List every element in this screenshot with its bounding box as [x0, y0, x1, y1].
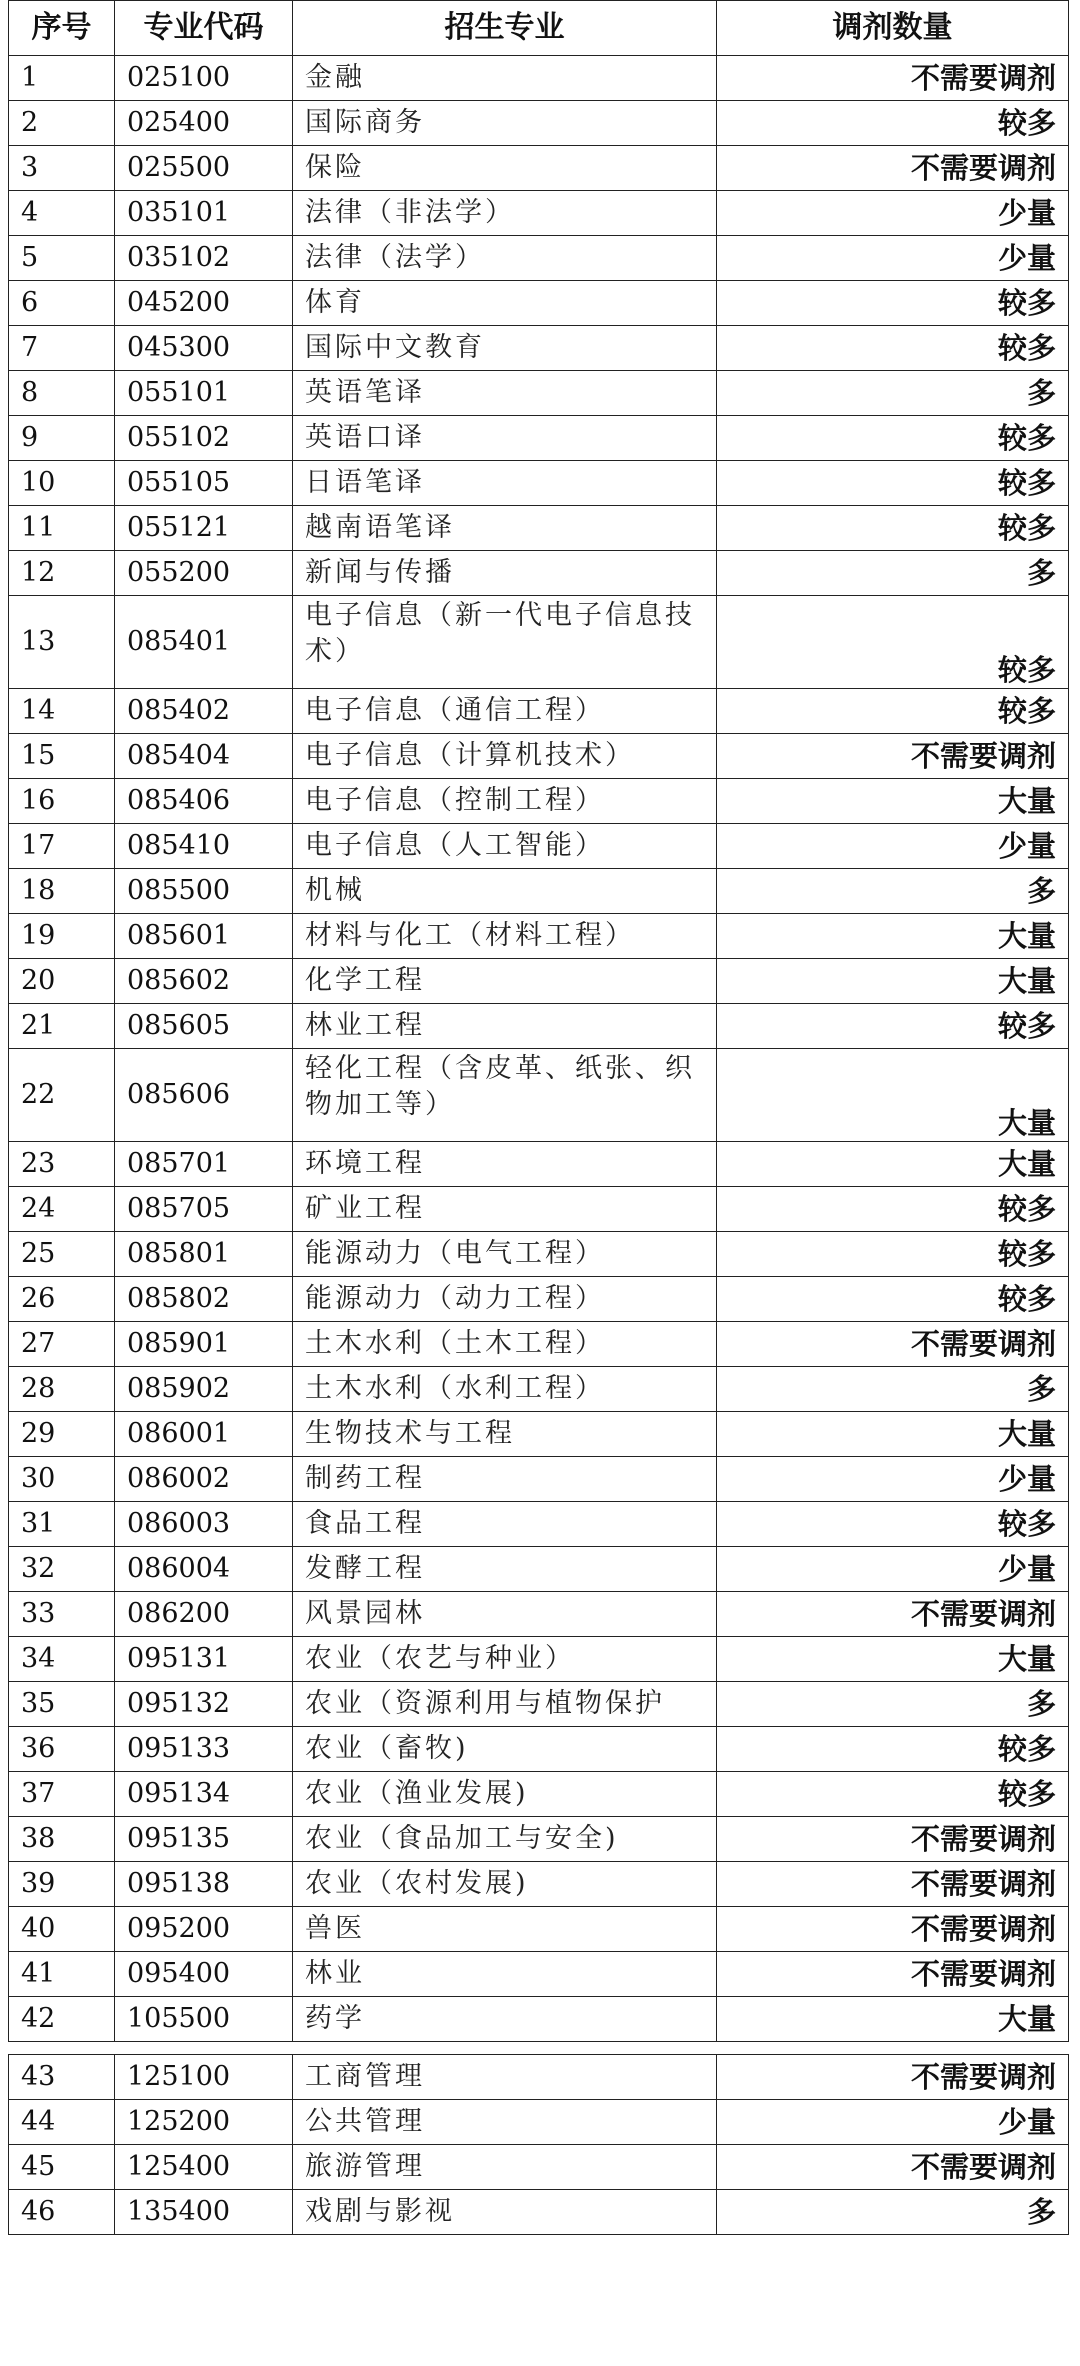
table-row — [9, 1367, 1069, 1412]
cell-code: 085500 — [115, 869, 293, 914]
cell-major: 越南语笔译 — [293, 506, 717, 551]
cell-major: 药学 — [293, 1997, 717, 2042]
table-row — [9, 416, 1069, 461]
cell-major: 旅游管理 — [293, 2145, 717, 2190]
table-row — [9, 236, 1069, 281]
table-row — [9, 824, 1069, 869]
table-row — [9, 1907, 1069, 1952]
cell-major: 英语口译 — [293, 416, 717, 461]
cell-amount: 不需要调剂 — [717, 734, 1069, 779]
cell-code: 085902 — [115, 1367, 293, 1412]
cell-major: 食品工程 — [293, 1502, 717, 1547]
table-row — [9, 1637, 1069, 1682]
cell-seq: 34 — [9, 1637, 115, 1682]
cell-code: 085801 — [115, 1232, 293, 1277]
table-row — [9, 1817, 1069, 1862]
cell-amount: 少量 — [717, 1547, 1069, 1592]
table-row — [9, 191, 1069, 236]
cell-major: 能源动力（动力工程） — [293, 1277, 717, 1322]
cell-seq: 9 — [9, 416, 115, 461]
cell-amount: 多 — [717, 1682, 1069, 1727]
table-body-continued — [9, 2055, 1069, 2235]
cell-major: 电子信息（人工智能） — [293, 824, 717, 869]
cell-major: 化学工程 — [293, 959, 717, 1004]
cell-amount: 多 — [717, 1367, 1069, 1412]
cell-amount: 大量 — [717, 914, 1069, 959]
cell-amount: 多 — [717, 2190, 1069, 2235]
cell-seq: 24 — [9, 1187, 115, 1232]
cell-amount: 少量 — [717, 2100, 1069, 2145]
cell-seq: 35 — [9, 1682, 115, 1727]
cell-major: 电子信息（新一代电子信息技术） — [293, 596, 717, 689]
cell-amount: 较多 — [717, 1772, 1069, 1817]
cell-seq: 22 — [9, 1049, 115, 1142]
cell-code: 085802 — [115, 1277, 293, 1322]
cell-code: 125100 — [115, 2055, 293, 2100]
cell-seq: 21 — [9, 1004, 115, 1049]
cell-seq: 14 — [9, 689, 115, 734]
cell-amount: 大量 — [717, 1412, 1069, 1457]
cell-code: 025400 — [115, 101, 293, 146]
table-row — [9, 56, 1069, 101]
cell-major: 戏剧与影视 — [293, 2190, 717, 2235]
cell-seq: 6 — [9, 281, 115, 326]
cell-major: 国际中文教育 — [293, 326, 717, 371]
cell-amount: 多 — [717, 551, 1069, 596]
cell-major: 农业（农艺与种业） — [293, 1637, 717, 1682]
cell-major: 电子信息（控制工程） — [293, 779, 717, 824]
cell-code: 085402 — [115, 689, 293, 734]
cell-code: 055200 — [115, 551, 293, 596]
cell-seq: 36 — [9, 1727, 115, 1772]
cell-seq: 42 — [9, 1997, 115, 2042]
cell-major: 轻化工程（含皮革、纸张、织物加工等） — [293, 1049, 717, 1142]
cell-seq: 23 — [9, 1142, 115, 1187]
cell-code: 045200 — [115, 281, 293, 326]
cell-amount: 不需要调剂 — [717, 2055, 1069, 2100]
cell-seq: 25 — [9, 1232, 115, 1277]
cell-seq: 10 — [9, 461, 115, 506]
cell-amount: 较多 — [717, 506, 1069, 551]
table-row — [9, 689, 1069, 734]
cell-seq: 46 — [9, 2190, 115, 2235]
table-row — [9, 1772, 1069, 1817]
table-row — [9, 371, 1069, 416]
cell-code: 085701 — [115, 1142, 293, 1187]
cell-major: 金融 — [293, 56, 717, 101]
cell-seq: 18 — [9, 869, 115, 914]
cell-code: 085901 — [115, 1322, 293, 1367]
cell-code: 095200 — [115, 1907, 293, 1952]
cell-major: 新闻与传播 — [293, 551, 717, 596]
cell-seq: 13 — [9, 596, 115, 689]
table-row — [9, 1049, 1069, 1142]
cell-code: 085601 — [115, 914, 293, 959]
cell-amount: 大量 — [717, 1049, 1069, 1142]
cell-major: 生物技术与工程 — [293, 1412, 717, 1457]
cell-amount: 不需要调剂 — [717, 2145, 1069, 2190]
cell-major: 英语笔译 — [293, 371, 717, 416]
table-row — [9, 506, 1069, 551]
cell-seq: 41 — [9, 1952, 115, 1997]
cell-major: 国际商务 — [293, 101, 717, 146]
table-row — [9, 1142, 1069, 1187]
cell-code: 095135 — [115, 1817, 293, 1862]
cell-amount: 少量 — [717, 824, 1069, 869]
cell-amount: 不需要调剂 — [717, 1817, 1069, 1862]
cell-amount: 不需要调剂 — [717, 56, 1069, 101]
cell-amount: 大量 — [717, 959, 1069, 1004]
cell-code: 055102 — [115, 416, 293, 461]
adjustment-table-continued — [8, 2054, 1069, 2235]
cell-amount: 不需要调剂 — [717, 1862, 1069, 1907]
cell-amount: 不需要调剂 — [717, 1322, 1069, 1367]
cell-seq: 12 — [9, 551, 115, 596]
cell-amount: 较多 — [717, 1727, 1069, 1772]
header-row — [9, 1, 1069, 56]
table-row — [9, 1322, 1069, 1367]
cell-seq: 17 — [9, 824, 115, 869]
cell-seq: 37 — [9, 1772, 115, 1817]
table-row — [9, 1502, 1069, 1547]
cell-code: 135400 — [115, 2190, 293, 2235]
cell-major: 兽医 — [293, 1907, 717, 1952]
table-row — [9, 1727, 1069, 1772]
cell-amount: 多 — [717, 371, 1069, 416]
cell-seq: 45 — [9, 2145, 115, 2190]
cell-amount: 不需要调剂 — [717, 146, 1069, 191]
cell-major: 风景园林 — [293, 1592, 717, 1637]
cell-seq: 3 — [9, 146, 115, 191]
header-major: 招生专业 — [293, 1, 717, 56]
cell-code: 025500 — [115, 146, 293, 191]
cell-amount: 大量 — [717, 779, 1069, 824]
cell-seq: 4 — [9, 191, 115, 236]
cell-major: 农业（畜牧) — [293, 1727, 717, 1772]
cell-amount: 较多 — [717, 689, 1069, 734]
cell-code: 085404 — [115, 734, 293, 779]
cell-amount: 少量 — [717, 236, 1069, 281]
cell-major: 林业 — [293, 1952, 717, 1997]
table-row — [9, 596, 1069, 689]
cell-code: 086002 — [115, 1457, 293, 1502]
cell-major: 法律（非法学） — [293, 191, 717, 236]
cell-major: 土木水利（土木工程） — [293, 1322, 717, 1367]
cell-code: 025100 — [115, 56, 293, 101]
cell-code: 086001 — [115, 1412, 293, 1457]
cell-code: 055105 — [115, 461, 293, 506]
cell-code: 095138 — [115, 1862, 293, 1907]
table-row — [9, 2100, 1069, 2145]
header-seq: 序号 — [9, 1, 115, 56]
table-row — [9, 1004, 1069, 1049]
table-body — [9, 56, 1069, 2042]
cell-code: 085406 — [115, 779, 293, 824]
cell-amount: 大量 — [717, 1997, 1069, 2042]
cell-code: 086004 — [115, 1547, 293, 1592]
cell-amount: 较多 — [717, 326, 1069, 371]
cell-code: 085602 — [115, 959, 293, 1004]
cell-amount: 较多 — [717, 416, 1069, 461]
cell-major: 农业（食品加工与安全) — [293, 1817, 717, 1862]
cell-amount: 较多 — [717, 1004, 1069, 1049]
header-amount: 调剂数量 — [717, 1, 1069, 56]
cell-amount: 大量 — [717, 1637, 1069, 1682]
table-header — [9, 1, 1069, 56]
cell-code: 055121 — [115, 506, 293, 551]
table-row — [9, 1187, 1069, 1232]
table-row — [9, 461, 1069, 506]
cell-code: 095131 — [115, 1637, 293, 1682]
cell-major: 农业（渔业发展) — [293, 1772, 717, 1817]
cell-code: 095134 — [115, 1772, 293, 1817]
cell-code: 105500 — [115, 1997, 293, 2042]
cell-seq: 33 — [9, 1592, 115, 1637]
cell-code: 085705 — [115, 1187, 293, 1232]
cell-seq: 40 — [9, 1907, 115, 1952]
cell-amount: 较多 — [717, 461, 1069, 506]
cell-seq: 11 — [9, 506, 115, 551]
cell-major: 保险 — [293, 146, 717, 191]
cell-seq: 28 — [9, 1367, 115, 1412]
table-row — [9, 869, 1069, 914]
cell-seq: 38 — [9, 1817, 115, 1862]
cell-seq: 44 — [9, 2100, 115, 2145]
cell-seq: 20 — [9, 959, 115, 1004]
cell-amount: 较多 — [717, 281, 1069, 326]
cell-seq: 5 — [9, 236, 115, 281]
cell-seq: 30 — [9, 1457, 115, 1502]
cell-seq: 31 — [9, 1502, 115, 1547]
table-row — [9, 326, 1069, 371]
table-row — [9, 1682, 1069, 1727]
table-row — [9, 1547, 1069, 1592]
cell-seq: 2 — [9, 101, 115, 146]
cell-amount: 较多 — [717, 1277, 1069, 1322]
cell-code: 035101 — [115, 191, 293, 236]
cell-major: 林业工程 — [293, 1004, 717, 1049]
adjustment-table — [8, 0, 1069, 2042]
cell-seq: 32 — [9, 1547, 115, 1592]
cell-seq: 19 — [9, 914, 115, 959]
cell-code: 055101 — [115, 371, 293, 416]
cell-major: 公共管理 — [293, 2100, 717, 2145]
cell-amount: 较多 — [717, 596, 1069, 689]
cell-code: 125200 — [115, 2100, 293, 2145]
cell-major: 农业（农村发展) — [293, 1862, 717, 1907]
cell-amount: 大量 — [717, 1142, 1069, 1187]
cell-seq: 7 — [9, 326, 115, 371]
table-row — [9, 1277, 1069, 1322]
cell-major: 机械 — [293, 869, 717, 914]
cell-seq: 15 — [9, 734, 115, 779]
table-row — [9, 146, 1069, 191]
table-row — [9, 2055, 1069, 2100]
table-row — [9, 1232, 1069, 1277]
cell-seq: 8 — [9, 371, 115, 416]
cell-major: 电子信息（计算机技术） — [293, 734, 717, 779]
cell-code: 085606 — [115, 1049, 293, 1142]
cell-major: 土木水利（水利工程） — [293, 1367, 717, 1412]
cell-code: 095400 — [115, 1952, 293, 1997]
cell-major: 电子信息（通信工程） — [293, 689, 717, 734]
cell-seq: 16 — [9, 779, 115, 824]
table-row — [9, 2145, 1069, 2190]
table-row — [9, 1997, 1069, 2042]
cell-seq: 27 — [9, 1322, 115, 1367]
cell-code: 045300 — [115, 326, 293, 371]
cell-major: 农业（资源利用与植物保护 — [293, 1682, 717, 1727]
cell-major: 能源动力（电气工程） — [293, 1232, 717, 1277]
cell-amount: 较多 — [717, 1187, 1069, 1232]
table-row — [9, 959, 1069, 1004]
cell-seq: 29 — [9, 1412, 115, 1457]
cell-code: 125400 — [115, 2145, 293, 2190]
table-row — [9, 101, 1069, 146]
table-row — [9, 1862, 1069, 1907]
table-row — [9, 551, 1069, 596]
cell-major: 发酵工程 — [293, 1547, 717, 1592]
table-row — [9, 734, 1069, 779]
table-row — [9, 1952, 1069, 1997]
cell-amount: 不需要调剂 — [717, 1592, 1069, 1637]
cell-major: 矿业工程 — [293, 1187, 717, 1232]
cell-code: 086200 — [115, 1592, 293, 1637]
cell-major: 环境工程 — [293, 1142, 717, 1187]
cell-major: 制药工程 — [293, 1457, 717, 1502]
header-code: 专业代码 — [115, 1, 293, 56]
cell-major: 体育 — [293, 281, 717, 326]
cell-amount: 不需要调剂 — [717, 1952, 1069, 1997]
cell-amount: 少量 — [717, 191, 1069, 236]
table-row — [9, 779, 1069, 824]
cell-amount: 较多 — [717, 1232, 1069, 1277]
cell-seq: 26 — [9, 1277, 115, 1322]
cell-major: 法律（法学） — [293, 236, 717, 281]
cell-code: 085605 — [115, 1004, 293, 1049]
cell-seq: 1 — [9, 56, 115, 101]
table-row — [9, 1412, 1069, 1457]
table-row — [9, 2190, 1069, 2235]
cell-amount: 不需要调剂 — [717, 1907, 1069, 1952]
cell-code: 035102 — [115, 236, 293, 281]
cell-code: 085410 — [115, 824, 293, 869]
cell-amount: 较多 — [717, 1502, 1069, 1547]
cell-major: 工商管理 — [293, 2055, 717, 2100]
table-row — [9, 281, 1069, 326]
cell-amount: 多 — [717, 869, 1069, 914]
cell-amount: 少量 — [717, 1457, 1069, 1502]
cell-amount: 较多 — [717, 101, 1069, 146]
cell-seq: 39 — [9, 1862, 115, 1907]
cell-seq: 43 — [9, 2055, 115, 2100]
table-row — [9, 1592, 1069, 1637]
cell-code: 086003 — [115, 1502, 293, 1547]
cell-code: 095133 — [115, 1727, 293, 1772]
table-row — [9, 1457, 1069, 1502]
cell-major: 材料与化工（材料工程） — [293, 914, 717, 959]
cell-code: 095132 — [115, 1682, 293, 1727]
table-row — [9, 914, 1069, 959]
cell-major: 日语笔译 — [293, 461, 717, 506]
cell-code: 085401 — [115, 596, 293, 689]
